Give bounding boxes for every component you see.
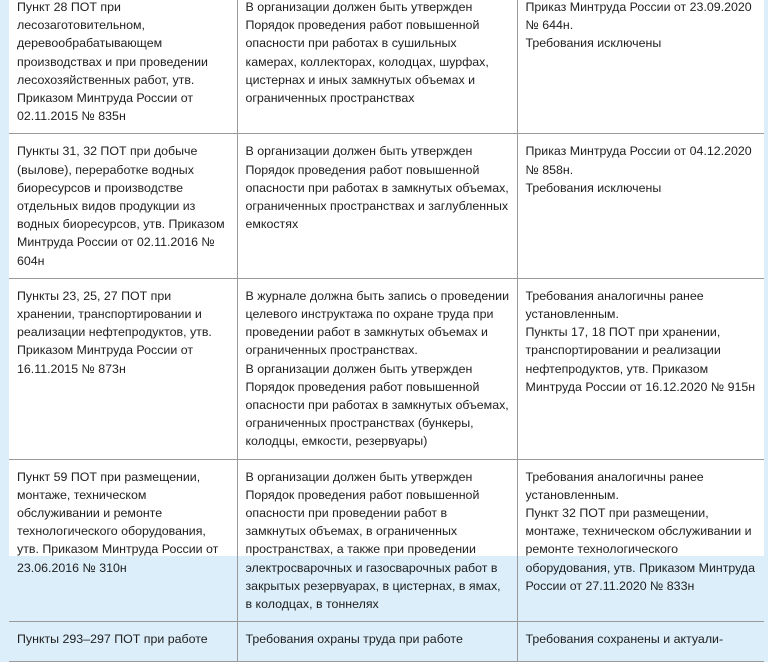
- table-row: [9, 459, 764, 622]
- page-margin-right: [764, 0, 768, 556]
- table-row: [9, 0, 764, 134]
- new-requirement-cell: [517, 0, 764, 134]
- new-requirement-text: Пункты 17, 18 ПОТ при хранении, транспортировании и реализации нефтепродуктов, утв. Приказом Минтруда России от 16.12.2020 № 915н: [525, 325, 756, 394]
- new-requirement-text: Требования сохранены и актуали-: [525, 632, 724, 647]
- new-requirement-text: Требования аналогичны ранее установленным.: [525, 469, 704, 502]
- old-requirement-text: В организации должен быть утвержден Порядок проведения работ повышенной опасности при работах в замкнутых объемах, ограниченных пространствах (бункеры, колодцы, емкости, резервуары): [245, 361, 509, 449]
- new-requirement-text: Приказ Минтруда России от 23.09.2020 № 644н.: [525, 0, 752, 33]
- new-requirement-text: Требования исключены: [525, 180, 662, 195]
- old-requirement-text: Требования охраны труда при работе: [245, 632, 463, 647]
- legal-reference-cell: [9, 459, 237, 622]
- new-requirement-cell: [517, 622, 764, 662]
- legal-reference-text: Пункты 293–297 ПОТ при работе: [17, 632, 208, 647]
- legal-reference-text: Пункты 31, 32 ПОТ при добыче (вылове), переработке водных биоресурсов и производстве отдельных видов продукции из водных биоресурсов, утв. Приказом Минтруда России от 02.11.2016 № 604н: [17, 144, 225, 268]
- new-requirement-cell: [517, 134, 764, 278]
- legal-reference-text: Пункт 28 ПОТ при лесозаготовительном, деревообрабатывающем производствах и при проведении лесохозяйственных работ, утв. Приказом Минтруда России от 02.11.2015 № 835н: [17, 0, 208, 124]
- old-requirement-cell: [237, 622, 517, 662]
- legal-reference-cell: [9, 622, 237, 662]
- old-requirement-text: В организации должен быть утвержден Порядок проведения работ повышенной опасности при работах в сушильных камерах, коллекторах, колодцах, шурфах, цистернах и иных замкнутых объемах и ограниченных пространствах: [245, 0, 489, 106]
- old-requirement-cell: [237, 0, 517, 134]
- old-requirement-cell: [237, 134, 517, 278]
- old-requirement-text: В журнале должна быть запись о проведении целевого инструктажа по охране труда при проведении работ в замкнутых объемах и ограниченных пространствах.: [245, 288, 509, 358]
- legal-reference-cell: [9, 278, 237, 459]
- legal-reference-cell: [9, 134, 237, 278]
- table-row: [9, 278, 764, 459]
- old-requirement-text: В организации должен быть утвержден Порядок проведения работ повышенной опасности при работах в замкнутых объемах, ограниченных пространствах и заглубленных емкостях: [245, 144, 509, 232]
- new-requirement-text: Требования исключены: [525, 36, 662, 51]
- new-requirement-text: Требования аналогичны ранее установленным.: [525, 288, 704, 322]
- new-requirement-cell: [517, 459, 764, 622]
- old-requirement-cell: [237, 459, 517, 622]
- table-row: [9, 134, 764, 278]
- legal-reference-cell: [9, 0, 237, 134]
- old-requirement-text: В организации должен быть утвержден Порядок проведения работ повышенной опасности при проведении работ в замкнутых объемах, в ограниченных пространствах, а также при проведении электросварочных и газосварочных работ в закрытых резервуарах, в цистернах, в ямах, в колодцах, в тоннелях: [245, 469, 501, 612]
- document-table-container: [9, 0, 764, 647]
- new-requirement-text: Приказ Минтруда России от 04.12.2020 № 858н.: [525, 144, 752, 177]
- new-requirement-cell: [517, 278, 764, 459]
- requirements-table: [9, 0, 764, 662]
- new-requirement-text: Пункт 32 ПОТ при размещении, монтаже, техническом обслуживании и ремонте технологического оборудования, утв. Приказом Минтруда России от 27.11.2020 № 833н: [525, 506, 756, 593]
- table-row: [9, 622, 764, 662]
- legal-reference-text: Пункты 23, 25, 27 ПОТ при хранении, транспортировании и реализации нефтепродуктов, утв. Приказом Минтруда России от 16.11.2015 № 873н: [17, 288, 212, 376]
- old-requirement-cell: [237, 278, 517, 459]
- legal-reference-text: Пункт 59 ПОТ при размещении, монтаже, техническом обслуживании и ремонте технологического оборудования, утв. Приказом Минтруда России от 23.06.2016 № 310н: [17, 469, 219, 575]
